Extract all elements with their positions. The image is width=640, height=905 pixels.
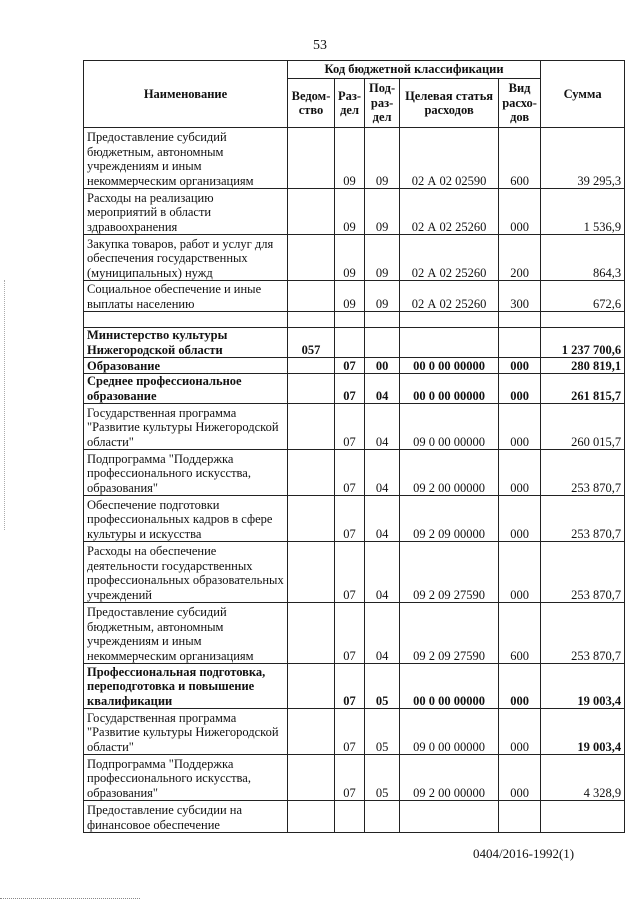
header-classification-code: Код бюджетной классификации — [288, 61, 541, 79]
table-row — [84, 328, 625, 358]
row-sum: 1 237 700,6 — [541, 328, 625, 358]
row-sum: 280 819,1 — [541, 358, 625, 374]
row-expense-type — [499, 801, 541, 833]
row-section — [335, 312, 365, 328]
row-expense-type: 000 — [499, 709, 541, 755]
row-sum — [541, 801, 625, 833]
row-target-item: 02 А 02 25260 — [400, 235, 499, 281]
row-target-item: 02 А 02 25260 — [400, 189, 499, 235]
row-sum: 261 815,7 — [541, 374, 625, 404]
row-sum: 253 870,7 — [541, 603, 625, 664]
row-expense-type: 600 — [499, 603, 541, 664]
row-sum: 253 870,7 — [541, 542, 625, 603]
row-expense-type: 000 — [499, 189, 541, 235]
row-section: 09 — [335, 281, 365, 312]
row-department — [288, 374, 335, 404]
row-section: 07 — [335, 404, 365, 450]
table-row — [84, 755, 625, 801]
row-department — [288, 709, 335, 755]
row-target-item: 00 0 00 00000 — [400, 374, 499, 404]
row-name: Подпрограмма "Поддержка профессионального искусства, образования" — [84, 450, 288, 496]
row-expense-type: 000 — [499, 496, 541, 542]
header-department: Ведом-ство — [288, 79, 335, 128]
row-expense-type: 000 — [499, 450, 541, 496]
row-sum: 864,3 — [541, 235, 625, 281]
table-row — [84, 603, 625, 664]
row-department — [288, 664, 335, 709]
row-target-item — [400, 312, 499, 328]
row-target-item — [400, 801, 499, 833]
header-name: Наименование — [84, 61, 288, 128]
row-sum: 1 536,9 — [541, 189, 625, 235]
row-department — [288, 496, 335, 542]
row-name: Образование — [84, 358, 288, 374]
row-subsection: 09 — [365, 189, 400, 235]
row-section: 07 — [335, 450, 365, 496]
row-target-item: 09 2 09 00000 — [400, 496, 499, 542]
table-row — [84, 235, 625, 281]
row-department — [288, 542, 335, 603]
row-expense-type: 000 — [499, 358, 541, 374]
row-subsection: 09 — [365, 235, 400, 281]
row-name: Государственная программа "Развитие культуры Нижегородской области" — [84, 404, 288, 450]
row-target-item: 09 2 09 27590 — [400, 542, 499, 603]
row-name: Профессиональная подготовка, переподготовка и повышение квалификации — [84, 664, 288, 709]
header-section: Раз-дел — [335, 79, 365, 128]
row-section: 09 — [335, 235, 365, 281]
row-name: Расходы на реализацию мероприятий в области здравоохранения — [84, 189, 288, 235]
table-row — [84, 664, 625, 709]
table-row — [84, 709, 625, 755]
row-subsection — [365, 328, 400, 358]
row-subsection: 04 — [365, 404, 400, 450]
table-row — [84, 312, 625, 328]
row-section: 07 — [335, 709, 365, 755]
row-subsection: 05 — [365, 755, 400, 801]
table-row — [84, 450, 625, 496]
row-section: 07 — [335, 496, 365, 542]
scan-edge-left — [4, 280, 6, 530]
row-sum: 672,6 — [541, 281, 625, 312]
row-subsection: 04 — [365, 603, 400, 664]
row-department — [288, 404, 335, 450]
row-name: Государственная программа "Развитие культуры Нижегородской области" — [84, 709, 288, 755]
document-code: 0404/2016-1992(1) — [473, 846, 575, 861]
row-name: Обеспечение подготовки профессиональных кадров в сфере культуры и искусства — [84, 496, 288, 542]
table-row — [84, 542, 625, 603]
row-expense-type — [499, 328, 541, 358]
row-expense-type: 000 — [499, 664, 541, 709]
row-expense-type: 200 — [499, 235, 541, 281]
row-department — [288, 358, 335, 374]
row-name — [84, 312, 288, 328]
table-row — [84, 404, 625, 450]
budget-table — [83, 60, 625, 833]
page-number: 53 — [313, 38, 327, 53]
row-name: Министерство культуры Нижегородской области — [84, 328, 288, 358]
row-sum: 253 870,7 — [541, 496, 625, 542]
table-row — [84, 189, 625, 235]
row-subsection — [365, 312, 400, 328]
row-department — [288, 755, 335, 801]
row-subsection: 04 — [365, 450, 400, 496]
row-target-item: 02 А 02 02590 — [400, 128, 499, 189]
row-department — [288, 801, 335, 833]
table-row — [84, 801, 625, 833]
row-expense-type: 300 — [499, 281, 541, 312]
row-target-item: 09 2 09 27590 — [400, 603, 499, 664]
table-row — [84, 128, 625, 189]
row-subsection: 04 — [365, 374, 400, 404]
row-subsection: 09 — [365, 128, 400, 189]
row-sum: 19 003,4 — [541, 709, 625, 755]
row-name: Предоставление субсидий бюджетным, автономным учреждениям и иным некоммерческим организациям — [84, 128, 288, 189]
row-sum: 260 015,7 — [541, 404, 625, 450]
row-target-item: 09 2 00 00000 — [400, 450, 499, 496]
row-sum: 19 003,4 — [541, 664, 625, 709]
row-section: 09 — [335, 128, 365, 189]
row-section: 07 — [335, 755, 365, 801]
row-section: 09 — [335, 189, 365, 235]
row-subsection: 05 — [365, 709, 400, 755]
row-sum: 39 295,3 — [541, 128, 625, 189]
row-section: 07 — [335, 603, 365, 664]
row-department — [288, 189, 335, 235]
table-row — [84, 358, 625, 374]
row-subsection: 04 — [365, 496, 400, 542]
row-department — [288, 235, 335, 281]
row-expense-type: 000 — [499, 374, 541, 404]
row-department — [288, 450, 335, 496]
row-expense-type: 600 — [499, 128, 541, 189]
row-target-item: 09 0 00 00000 — [400, 709, 499, 755]
scan-edge-bottom — [0, 898, 140, 900]
row-subsection: 04 — [365, 542, 400, 603]
row-expense-type: 000 — [499, 542, 541, 603]
table-row — [84, 496, 625, 542]
row-subsection: 05 — [365, 664, 400, 709]
row-department — [288, 128, 335, 189]
row-department — [288, 603, 335, 664]
row-name: Социальное обеспечение и иные выплаты населению — [84, 281, 288, 312]
row-department — [288, 312, 335, 328]
row-target-item: 00 0 00 00000 — [400, 358, 499, 374]
row-section: 07 — [335, 542, 365, 603]
header-subsection: Под-раз-дел — [365, 79, 400, 128]
row-section: 07 — [335, 358, 365, 374]
header-target-item: Целевая статья расходов — [400, 79, 499, 128]
row-target-item: 09 0 00 00000 — [400, 404, 499, 450]
header-expense-type: Вид расхо-дов — [499, 79, 541, 128]
row-subsection — [365, 801, 400, 833]
row-name: Подпрограмма "Поддержка профессионального искусства, образования" — [84, 755, 288, 801]
row-expense-type — [499, 312, 541, 328]
row-name: Предоставление субсидии на финансовое обеспечение — [84, 801, 288, 833]
row-subsection: 00 — [365, 358, 400, 374]
row-section — [335, 801, 365, 833]
header-sum: Сумма — [541, 61, 625, 128]
row-name: Закупка товаров, работ и услуг для обеспечения государственных (муниципальных) нужд — [84, 235, 288, 281]
row-section — [335, 328, 365, 358]
table-row — [84, 281, 625, 312]
row-sum: 253 870,7 — [541, 450, 625, 496]
row-name: Среднее профессиональное образование — [84, 374, 288, 404]
row-target-item: 09 2 00 00000 — [400, 755, 499, 801]
row-sum — [541, 312, 625, 328]
row-department — [288, 281, 335, 312]
row-target-item: 02 А 02 25260 — [400, 281, 499, 312]
row-department: 057 — [288, 328, 335, 358]
row-name: Расходы на обеспечение деятельности государственных профессиональных образовательных учреждений — [84, 542, 288, 603]
row-target-item: 00 0 00 00000 — [400, 664, 499, 709]
row-name: Предоставление субсидий бюджетным, автономным учреждениям и иным некоммерческим организациям — [84, 603, 288, 664]
row-section: 07 — [335, 664, 365, 709]
row-sum: 4 328,9 — [541, 755, 625, 801]
table-row — [84, 374, 625, 404]
row-expense-type: 000 — [499, 755, 541, 801]
row-subsection: 09 — [365, 281, 400, 312]
row-expense-type: 000 — [499, 404, 541, 450]
row-section: 07 — [335, 374, 365, 404]
row-target-item — [400, 328, 499, 358]
